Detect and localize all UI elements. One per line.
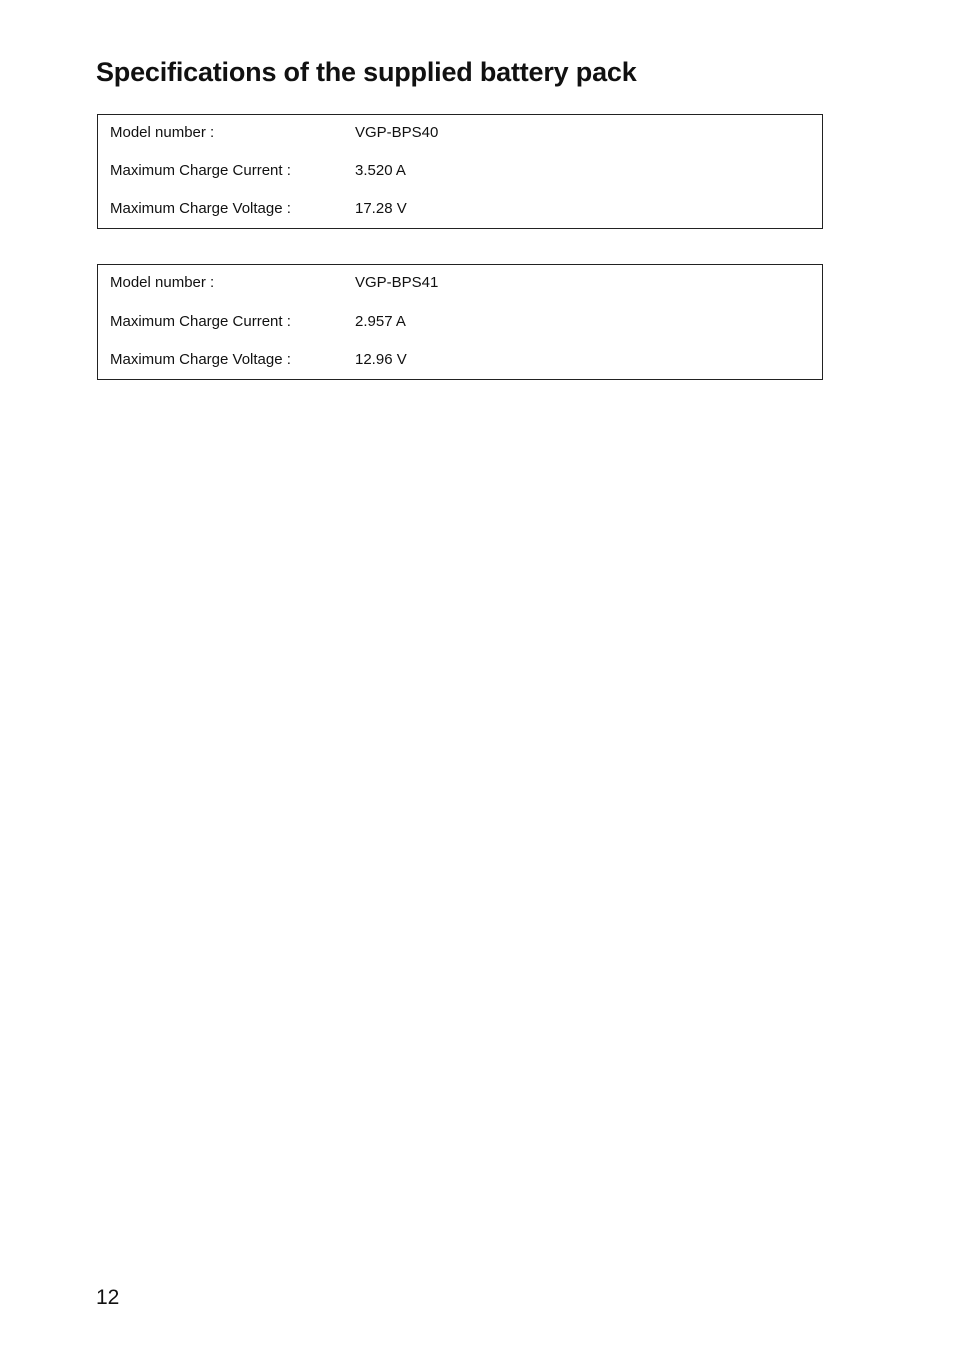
spec-label: Maximum Charge Voltage : [110,200,291,217]
spec-row-max-charge-current [98,161,822,181]
spec-row-model-number [98,273,822,293]
spec-row-max-charge-voltage [98,350,822,370]
spec-value: 2.957 A [355,313,406,330]
spec-value: VGP-BPS40 [355,124,439,141]
page-number: 12 [96,1286,120,1309]
spec-value: 3.520 A [355,162,406,179]
spec-label: Maximum Charge Voltage : [110,351,291,368]
spec-row-max-charge-voltage [98,199,822,219]
spec-label: Maximum Charge Current : [110,162,291,179]
spec-value: 12.96 V [355,351,407,368]
spec-row-model-number [98,123,822,143]
page-title: Specifications of the supplied battery pack [96,57,637,87]
spec-label: Model number : [110,274,215,291]
spec-value: 17.28 V [355,200,407,217]
spec-value: VGP-BPS41 [355,274,439,291]
battery-spec-table-bps41 [97,264,823,380]
spec-row-max-charge-current [98,312,822,332]
battery-spec-table-bps40 [97,114,823,229]
spec-label: Maximum Charge Current : [110,313,291,330]
spec-label: Model number : [110,124,215,141]
